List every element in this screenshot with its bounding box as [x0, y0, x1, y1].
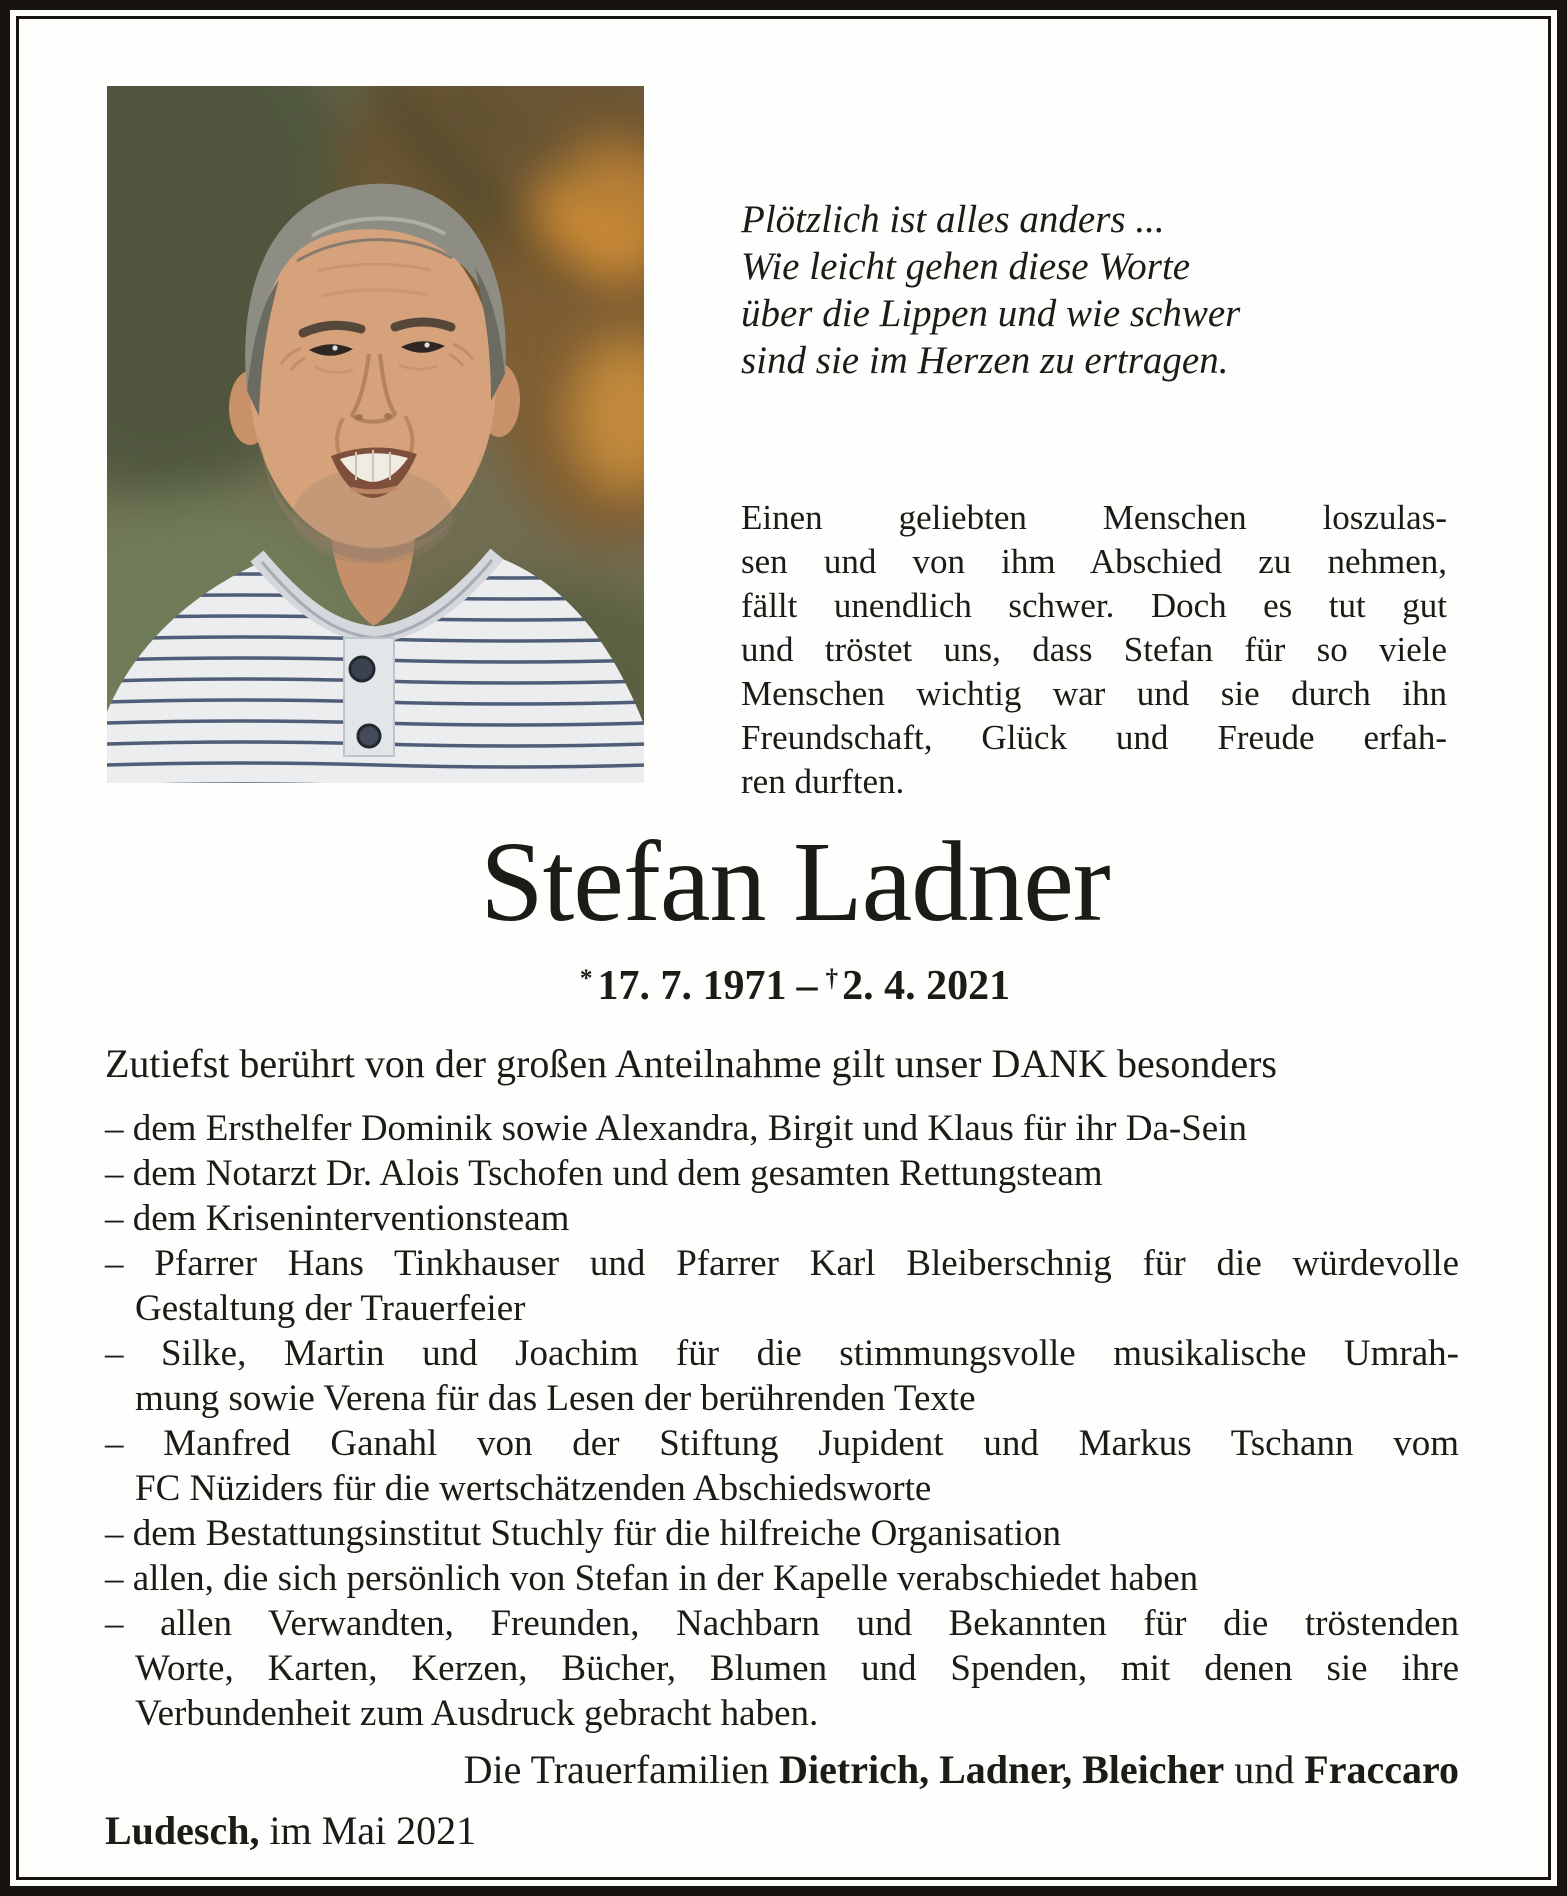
intro-line: ren durften. [741, 762, 905, 801]
thanks-item: – dem Notarzt Dr. Alois Tschofen und dem gesamten Rettungsteam [105, 1153, 1103, 1194]
place-date [105, 1807, 476, 1854]
verse-line: sind sie im Herzen zu ertragen. [741, 339, 1229, 382]
thanks-item: – dem Ersthelfer Dominik sowie Alexandra, Birgit und Klaus für ihr Da-Sein [105, 1108, 1247, 1149]
closing-prefix: Die Trauerfamilien [463, 1747, 770, 1792]
intro-line: Menschen wichtig war und sie durch ihn [741, 674, 1447, 713]
thanks-item: – dem Kriseninterventionsteam [105, 1198, 570, 1239]
thanks-item: – Silke, Martin und Joachim für die stimmungsvolle musikalische Umrah- [105, 1333, 1459, 1374]
verse-line: Plötzlich ist alles anders ... [741, 198, 1165, 241]
thanks-item-continuation: FC Nüziders für die wertschätzenden Abschiedsworte [135, 1468, 932, 1509]
death-date: 2. 4. 2021 [842, 963, 1011, 1009]
month-year: im Mai 2021 [269, 1808, 477, 1853]
thanks-item: – Pfarrer Hans Tinkhauser und Pfarrer Karl Bleiberschnig für die würdevolle [105, 1243, 1459, 1284]
shirt-button [358, 725, 380, 747]
shirt-button [350, 657, 374, 681]
thanks-item-continuation: mung sowie Verena für das Lesen der berührenden Texte [135, 1378, 976, 1419]
intro-paragraph [741, 496, 1447, 804]
intro-line: Einen geliebten Menschen loszulas- [741, 498, 1447, 537]
thanks-list [105, 1106, 1459, 1736]
family-names-bold: Dietrich, Ladner, Bleicher [779, 1747, 1225, 1792]
thanks-item-continuation: Worte, Karten, Kerzen, Bücher, Blumen und Spenden, mit denen sie ihre [135, 1648, 1459, 1689]
paper-sheet [10, 10, 1557, 1886]
thanks-item: – allen, die sich persönlich von Stefan in der Kapelle verabschiedet haben [105, 1558, 1199, 1599]
birth-star-symbol: * [579, 965, 593, 993]
portrait-photo-svg [107, 86, 644, 783]
birth-date: 17. 7. 1971 [597, 963, 787, 1009]
thanks-item: – allen Verwandten, Freunden, Nachbarn und Bekannten für die tröstenden [105, 1603, 1459, 1644]
death-cross-symbol: † [825, 965, 839, 993]
deceased-name: Stefan Ladner [480, 818, 1110, 945]
closing-families [105, 1746, 1459, 1793]
right-eyebrow [395, 322, 451, 327]
thanks-item-continuation: Verbundenheit zum Ausdruck gebracht haben. [135, 1693, 819, 1734]
intro-line: fällt unendlich schwer. Doch es tut gut [741, 586, 1447, 625]
intro-line: sen und von ihm Abschied zu nehmen, [741, 542, 1447, 581]
intro-line: Freundschaft, Glück und Freude erfah- [741, 718, 1447, 757]
place-name: Ludesch, [105, 1808, 260, 1853]
thanks-item: – Manfred Ganahl von der Stiftung Jupident und Markus Tschann vom [105, 1423, 1459, 1464]
thanks-heading: Zutiefst berührt von der großen Anteilnahme gilt unser DANK besonders [105, 1041, 1277, 1086]
verse-line: über die Lippen und wie schwer [741, 292, 1241, 335]
portrait-photo [107, 86, 644, 783]
family-name-bold: Fraccaro [1304, 1747, 1459, 1792]
intro-line: und tröstet uns, dass Stefan für so viele [741, 630, 1447, 669]
closing-conjunction: und [1234, 1747, 1295, 1792]
verse-line: Wie leicht gehen diese Worte [741, 245, 1191, 288]
opening-verse [741, 196, 1240, 384]
life-dates [114, 962, 1476, 1010]
thanks-item: – dem Bestattungsinstitut Stuchly für die hilfreiche Organisation [105, 1513, 1062, 1554]
dates-separator: – [796, 963, 818, 1009]
thanks-item-continuation: Gestaltung der Trauerfeier [135, 1288, 526, 1329]
